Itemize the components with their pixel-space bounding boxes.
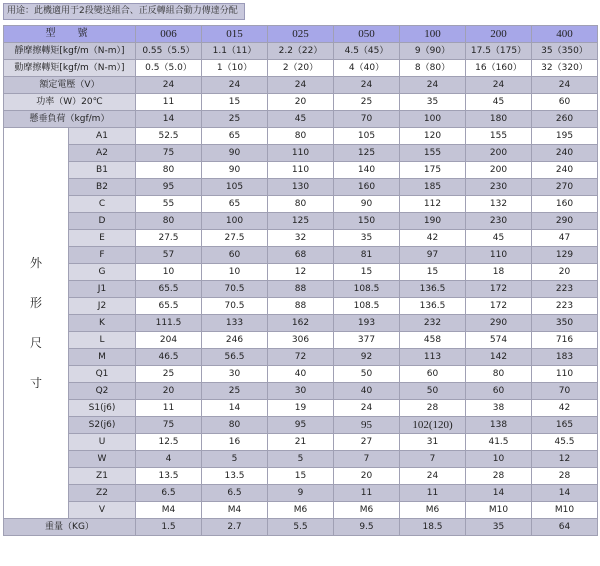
spec-cell: 24 (532, 77, 598, 94)
dimension-row (4, 162, 598, 179)
dimension-cell: 290 (532, 213, 598, 230)
dimension-cell: 12.5 (136, 434, 202, 451)
spec-cell: 60 (532, 94, 598, 111)
dimension-cell: 4 (136, 451, 202, 468)
spec-cell: 45 (466, 94, 532, 111)
dimension-cell: 175 (400, 162, 466, 179)
dimension-cell: 200 (466, 162, 532, 179)
spec-row (4, 77, 598, 94)
dimension-cell: 80 (136, 162, 202, 179)
dimension-row (4, 349, 598, 366)
model-header-cell: 400 (532, 26, 598, 43)
dimension-cell: 142 (466, 349, 532, 366)
dimension-cell: 65.5 (136, 281, 202, 298)
dimension-cell: 25 (136, 366, 202, 383)
dimension-cell: 100 (202, 213, 268, 230)
spec-table (3, 25, 598, 536)
dimension-code: B1 (69, 162, 136, 179)
dimension-code: Q1 (69, 366, 136, 383)
model-header-cell: 050 (334, 26, 400, 43)
dimension-cell: 125 (268, 213, 334, 230)
spec-cell: 2（20） (268, 60, 334, 77)
dimension-cell: 80 (136, 213, 202, 230)
dimension-cell: 105 (334, 128, 400, 145)
dimension-cell: 90 (202, 145, 268, 162)
dimension-cell: 80 (466, 366, 532, 383)
dimension-row (4, 264, 598, 281)
weight-cell: 1.5 (136, 519, 202, 536)
dimension-row (4, 485, 598, 502)
dimension-cell: 95 (334, 417, 400, 434)
dimension-cell: 72 (268, 349, 334, 366)
spec-row (4, 94, 598, 111)
model-header-cell: 200 (466, 26, 532, 43)
dimension-cell: 24 (400, 468, 466, 485)
dimension-cell: 108.5 (334, 281, 400, 298)
weight-row (4, 519, 598, 536)
dimension-cell: 270 (532, 179, 598, 196)
dimension-cell: 350 (532, 315, 598, 332)
model-header-label: 型 號 (4, 26, 136, 43)
dimension-cell: 21 (268, 434, 334, 451)
model-header-cell: 006 (136, 26, 202, 43)
dimension-cell: 60 (466, 383, 532, 400)
dimension-cell: 11 (136, 400, 202, 417)
dimension-cell: 160 (532, 196, 598, 213)
dimension-cell: 125 (334, 145, 400, 162)
dimension-cell: 306 (268, 332, 334, 349)
dimension-cell: 172 (466, 281, 532, 298)
dimension-row (4, 451, 598, 468)
dimension-cell: 133 (202, 315, 268, 332)
dimension-cell: 35 (334, 230, 400, 247)
dimension-row (4, 247, 598, 264)
spec-cell: 25 (202, 111, 268, 128)
dimension-code: E (69, 230, 136, 247)
spec-cell: 35 (400, 94, 466, 111)
dimension-cell: 41.5 (466, 434, 532, 451)
dimension-cell: 185 (400, 179, 466, 196)
dimension-row (4, 468, 598, 485)
weight-cell: 64 (532, 519, 598, 536)
dimension-cell: 223 (532, 298, 598, 315)
spec-cell: 15 (202, 94, 268, 111)
dimension-cell: 10 (466, 451, 532, 468)
dimension-cell: 70 (532, 383, 598, 400)
dimension-cell: M10 (466, 502, 532, 519)
dimension-row (4, 417, 598, 434)
dimension-cell: 110 (466, 247, 532, 264)
dimension-cell: 90 (334, 196, 400, 213)
spec-cell: 24 (268, 77, 334, 94)
dimension-cell: 19 (268, 400, 334, 417)
dimension-cell: 18 (466, 264, 532, 281)
dimension-cell: 155 (466, 128, 532, 145)
dimension-cell: 6.5 (136, 485, 202, 502)
usage-caption: 用途：此機適用于2段變送組合、正反轉組合動力傳達分配 (3, 3, 245, 20)
dimension-cell: M6 (268, 502, 334, 519)
dimension-char: 外 (29, 256, 42, 270)
spec-cell: 32（320） (532, 60, 598, 77)
spec-cell: 17.5（175） (466, 43, 532, 60)
dimension-cell: 130 (268, 179, 334, 196)
dimension-row (4, 213, 598, 230)
dimension-code: J2 (69, 298, 136, 315)
dimension-cell: 95 (268, 417, 334, 434)
dimension-cell: 232 (400, 315, 466, 332)
dimension-cell: 10 (136, 264, 202, 281)
spec-cell: 2.2（22） (268, 43, 334, 60)
dimension-cell: 40 (268, 366, 334, 383)
dimension-cell: 113 (400, 349, 466, 366)
dimension-cell: 193 (334, 315, 400, 332)
dimension-cell: 45 (466, 230, 532, 247)
dimension-cell: 13.5 (136, 468, 202, 485)
dimension-char: 寸 (29, 376, 42, 390)
dimension-cell: 290 (466, 315, 532, 332)
spec-row-label: 功率（W）20℃ (4, 94, 136, 111)
dimension-cell: 52.5 (136, 128, 202, 145)
dimension-row (4, 128, 598, 145)
dimension-cell: 112 (400, 196, 466, 213)
dimension-cell: 88 (268, 298, 334, 315)
dimension-cell: 27.5 (136, 230, 202, 247)
dimension-cell: 15 (400, 264, 466, 281)
dimension-cell: 80 (202, 417, 268, 434)
spec-cell: 24 (136, 77, 202, 94)
spec-row-label: 靜摩擦轉矩[kgf/m（N-m）] (4, 43, 136, 60)
dimension-code: K (69, 315, 136, 332)
weight-label: 重量（KG） (4, 519, 136, 536)
dimension-cell: 42 (400, 230, 466, 247)
dimension-cell: 7 (400, 451, 466, 468)
dimension-cell: 20 (532, 264, 598, 281)
dimension-cell: 75 (136, 145, 202, 162)
dimension-cell: 65.5 (136, 298, 202, 315)
dimension-cell: 88 (268, 281, 334, 298)
dimension-cell: 11 (400, 485, 466, 502)
dimension-cell: 240 (532, 162, 598, 179)
dimension-code: A2 (69, 145, 136, 162)
dimension-row (4, 400, 598, 417)
weight-cell: 9.5 (334, 519, 400, 536)
dimension-cell: 716 (532, 332, 598, 349)
dimension-cell: 14 (202, 400, 268, 417)
dimension-code: B2 (69, 179, 136, 196)
dimension-cell: 458 (400, 332, 466, 349)
dimension-cell: 129 (532, 247, 598, 264)
dimension-cell: 574 (466, 332, 532, 349)
dimension-cell: 65 (202, 128, 268, 145)
model-header-cell: 100 (400, 26, 466, 43)
dimension-cell: 30 (202, 366, 268, 383)
dimension-row (4, 315, 598, 332)
dimension-char: 形 (29, 296, 42, 310)
dimension-cell: 110 (268, 162, 334, 179)
model-header-cell: 025 (268, 26, 334, 43)
dimension-cell: 246 (202, 332, 268, 349)
spec-cell: 45 (268, 111, 334, 128)
dimension-cell: M6 (400, 502, 466, 519)
dimension-cell: 24 (334, 400, 400, 417)
dimension-cell: 27 (334, 434, 400, 451)
dimension-cell: 172 (466, 298, 532, 315)
dimension-cell: 56.5 (202, 349, 268, 366)
dimension-cell: 183 (532, 349, 598, 366)
dimension-cell: 7 (334, 451, 400, 468)
header-row (4, 26, 598, 43)
dimension-cell: 120 (400, 128, 466, 145)
dimension-row (4, 366, 598, 383)
dimension-cell: M6 (334, 502, 400, 519)
dimension-cell: 102(120) (400, 417, 466, 434)
dimension-cell: 160 (334, 179, 400, 196)
dimension-code: G (69, 264, 136, 281)
weight-cell: 18.5 (400, 519, 466, 536)
dimension-cell: 140 (334, 162, 400, 179)
dimension-cell: 16 (202, 434, 268, 451)
dimension-cell: 230 (466, 179, 532, 196)
spec-cell: 0.5（5.0） (136, 60, 202, 77)
dimension-cell: 80 (268, 128, 334, 145)
dimension-cell: 27.5 (202, 230, 268, 247)
dimension-cell: 165 (532, 417, 598, 434)
dimension-cell: 57 (136, 247, 202, 264)
spec-cell: 180 (466, 111, 532, 128)
dimension-code: C (69, 196, 136, 213)
dimension-cell: 14 (466, 485, 532, 502)
dimension-cell: 65 (202, 196, 268, 213)
dimension-cell: 50 (334, 366, 400, 383)
weight-cell: 5.5 (268, 519, 334, 536)
dimension-cell: 136.5 (400, 281, 466, 298)
dimension-row (4, 281, 598, 298)
dimension-cell: 60 (400, 366, 466, 383)
spec-cell: 8（80） (400, 60, 466, 77)
dimension-cell: 47 (532, 230, 598, 247)
spec-cell: 260 (532, 111, 598, 128)
dimension-cell: 5 (202, 451, 268, 468)
dimension-cell: 108.5 (334, 298, 400, 315)
dimension-cell: 70.5 (202, 281, 268, 298)
dimension-cell: 60 (202, 247, 268, 264)
dimension-code: F (69, 247, 136, 264)
dimension-cell: 46.5 (136, 349, 202, 366)
dimension-code: Z2 (69, 485, 136, 502)
spec-cell: 100 (400, 111, 466, 128)
dimension-row (4, 298, 598, 315)
dimension-code: S1(j6) (69, 400, 136, 417)
dimension-cell: 80 (268, 196, 334, 213)
dimension-cell: 240 (532, 145, 598, 162)
dimension-cell: 12 (532, 451, 598, 468)
dimension-cell: M10 (532, 502, 598, 519)
dimension-cell: 25 (202, 383, 268, 400)
dimension-cell: 97 (400, 247, 466, 264)
weight-cell: 2.7 (202, 519, 268, 536)
dimension-cell: 20 (136, 383, 202, 400)
spec-cell: 24 (202, 77, 268, 94)
spec-row (4, 43, 598, 60)
spec-cell: 4.5（45） (334, 43, 400, 60)
dimension-code: W (69, 451, 136, 468)
spec-row (4, 60, 598, 77)
spec-cell: 11 (136, 94, 202, 111)
spec-cell: 70 (334, 111, 400, 128)
dimension-cell: 377 (334, 332, 400, 349)
spec-cell: 20 (268, 94, 334, 111)
dimension-cell: 14 (532, 485, 598, 502)
spec-cell: 35（350） (532, 43, 598, 60)
dimension-cell: M4 (136, 502, 202, 519)
model-header-cell: 015 (202, 26, 268, 43)
spec-cell: 24 (334, 77, 400, 94)
dimension-row (4, 179, 598, 196)
dimension-cell: 28 (466, 468, 532, 485)
dimension-cell: 110 (268, 145, 334, 162)
dimension-cell: 28 (532, 468, 598, 485)
dimension-cell: M4 (202, 502, 268, 519)
dimension-cell: 110 (532, 366, 598, 383)
dimension-cell: 70.5 (202, 298, 268, 315)
dimension-cell: 155 (400, 145, 466, 162)
spec-cell: 0.55（5.5） (136, 43, 202, 60)
dimension-cell: 20 (334, 468, 400, 485)
dimension-cell: 90 (202, 162, 268, 179)
dimension-cell: 136.5 (400, 298, 466, 315)
spec-cell: 24 (466, 77, 532, 94)
spec-cell: 14 (136, 111, 202, 128)
dimension-cell: 9 (268, 485, 334, 502)
spec-row-label: 額定電壓（V） (4, 77, 136, 94)
dimension-cell: 15 (334, 264, 400, 281)
dimension-code: U (69, 434, 136, 451)
dimension-row (4, 196, 598, 213)
dimension-row (4, 434, 598, 451)
weight-cell: 35 (466, 519, 532, 536)
spec-cell: 1.1（11） (202, 43, 268, 60)
dimension-code: L (69, 332, 136, 349)
dimension-row (4, 332, 598, 349)
dimension-cell: 31 (400, 434, 466, 451)
dimension-cell: 45.5 (532, 434, 598, 451)
dimension-cell: 105 (202, 179, 268, 196)
dimension-cell: 6.5 (202, 485, 268, 502)
dimension-cell: 132 (466, 196, 532, 213)
dimension-row (4, 502, 598, 519)
dimension-cell: 42 (532, 400, 598, 417)
dimension-cell: 81 (334, 247, 400, 264)
spec-cell: 16（160） (466, 60, 532, 77)
dimension-cell: 190 (400, 213, 466, 230)
dimension-cell: 150 (334, 213, 400, 230)
dimension-row (4, 145, 598, 162)
dimension-cell: 223 (532, 281, 598, 298)
dimension-code: J1 (69, 281, 136, 298)
dimension-cell: 200 (466, 145, 532, 162)
dimension-cell: 138 (466, 417, 532, 434)
dimension-cell: 162 (268, 315, 334, 332)
dimension-code: V (69, 502, 136, 519)
dimension-cell: 15 (268, 468, 334, 485)
dimension-cell: 40 (334, 383, 400, 400)
dimension-row (4, 383, 598, 400)
dimension-cell: 12 (268, 264, 334, 281)
dimension-cell: 230 (466, 213, 532, 230)
dimension-cell: 32 (268, 230, 334, 247)
spec-cell: 1（10） (202, 60, 268, 77)
dimension-code: A1 (69, 128, 136, 145)
spec-cell: 4（40） (334, 60, 400, 77)
dimension-cell: 50 (400, 383, 466, 400)
dimension-code: S2(j6) (69, 417, 136, 434)
spec-cell: 9（90） (400, 43, 466, 60)
dimension-chars (4, 243, 68, 403)
dimension-cell: 95 (136, 179, 202, 196)
dimension-cell: 10 (202, 264, 268, 281)
spec-row (4, 111, 598, 128)
dimension-cell: 30 (268, 383, 334, 400)
dimension-code: D (69, 213, 136, 230)
dimension-cell: 5 (268, 451, 334, 468)
dimension-code: Q2 (69, 383, 136, 400)
dimension-code: M (69, 349, 136, 366)
spec-row-label: 動摩擦轉矩[kgf/m（N-m）] (4, 60, 136, 77)
dimension-code: Z1 (69, 468, 136, 485)
dimension-cell: 11 (334, 485, 400, 502)
dimension-cell: 75 (136, 417, 202, 434)
dimension-cell: 195 (532, 128, 598, 145)
dimension-cell: 92 (334, 349, 400, 366)
dimension-cell: 204 (136, 332, 202, 349)
dimension-cell: 111.5 (136, 315, 202, 332)
dimension-group-label (4, 128, 69, 519)
dimension-cell: 13.5 (202, 468, 268, 485)
spec-cell: 25 (334, 94, 400, 111)
spec-row-label: 懸垂負荷（kgf/m） (4, 111, 136, 128)
dimension-cell: 68 (268, 247, 334, 264)
dimension-char: 尺 (29, 336, 42, 350)
dimension-cell: 28 (400, 400, 466, 417)
dimension-row (4, 230, 598, 247)
dimension-cell: 55 (136, 196, 202, 213)
dimension-cell: 38 (466, 400, 532, 417)
spec-cell: 24 (400, 77, 466, 94)
